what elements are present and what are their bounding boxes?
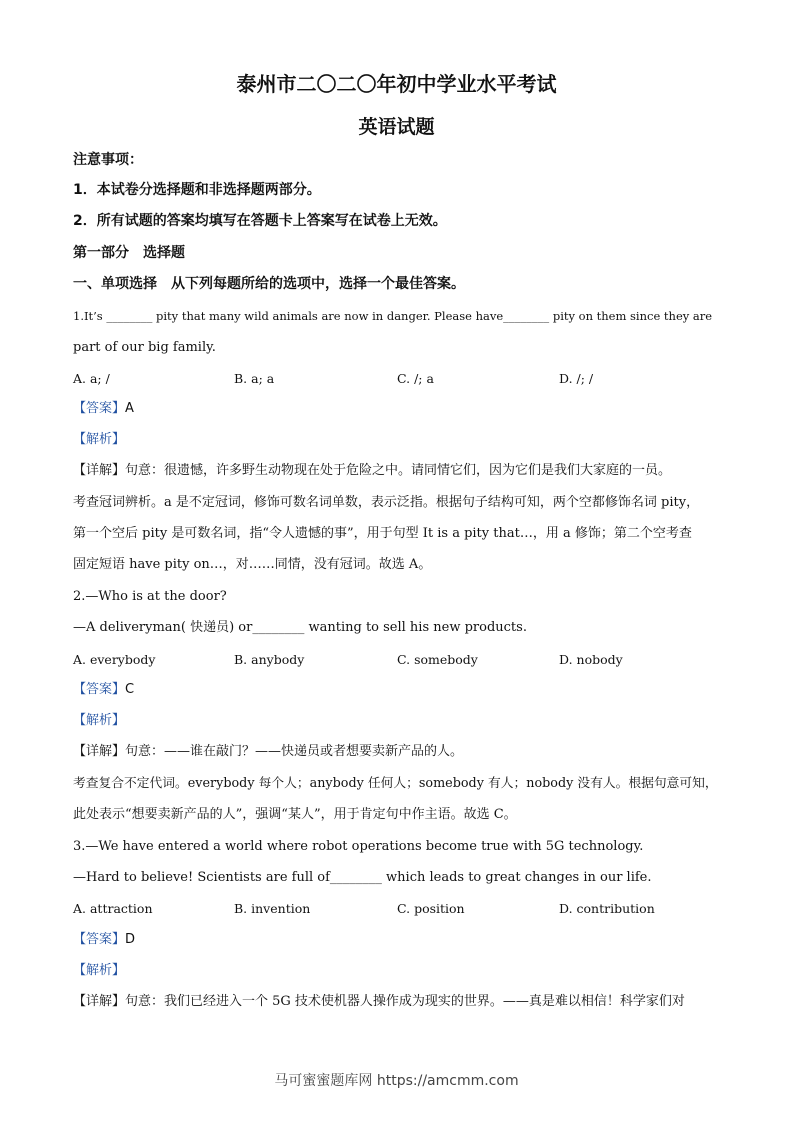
option-a: A. attraction (73, 901, 153, 916)
question-stem: —A deliveryman( 快递员) or________ wanting to sell his new products. (73, 620, 527, 635)
answer-line (73, 400, 723, 418)
question-stem: 3.—We have entered a world where robot operations become true with 5G technology. (73, 839, 644, 854)
option-b: B. a; a (234, 371, 275, 386)
answer-label: 【答案】 (73, 401, 126, 416)
analysis-label: 【解析】 (73, 432, 126, 447)
option-a: A. a; / (73, 371, 110, 386)
analysis-label: 【解析】 (73, 963, 126, 978)
notice-item: 1．本试卷分选择题和非选择题两部分。 (73, 182, 321, 198)
page-subtitle: 英语试题 (358, 116, 435, 138)
answer-line (73, 681, 723, 699)
question-stem: part of our big family. (73, 340, 216, 355)
page-title: 泰州市二〇二〇年初中学业水平考试 (236, 72, 557, 96)
answer-line (73, 931, 723, 949)
answer-label: 【答案】 (73, 682, 126, 697)
option-c: C. position (397, 901, 465, 916)
question-stem: 2.—Who is at the door? (73, 589, 227, 604)
detail-line: 【详解】句意：很遗憾，许多野生动物现在处于危险之中。请同情它们，因为它们是我们大家庭的一员。 (73, 463, 672, 478)
section-heading: 一、单项选择 从下列每题所给的选项中，选择一个最佳答案。 (73, 276, 465, 292)
detail-line: 【详解】句意：我们已经进入一个 5G 技术使机器人操作成为现实的世界。——真是难以相信！科学家们对 (73, 994, 685, 1009)
detail-line: 【详解】句意：——谁在敲门？——快递员或者想要卖新产品的人。 (73, 744, 464, 759)
notice-heading: 注意事项： (73, 152, 143, 168)
question-stem: 1.It’s ________ pity that many wild animals are now in danger. Please have________ pity on them since they are (73, 309, 713, 323)
option-d: D. /; / (559, 371, 594, 386)
answer-value: A (125, 401, 134, 416)
detail-line: 考查冠词辨析。a 是不定冠词，修饰可数名词单数，表示泛指。根据句子结构可知，两个空都修饰名词 pity， (73, 495, 700, 510)
detail-line: 考查复合不定代词。everybody 每个人；anybody 任何人；somebody 有人；nobody 没有人。根据句意可知， (73, 776, 718, 791)
detail-line: 第一个空后 pity 是可数名词，指“令人遗憾的事”，用于句型 It is a pity that…，用 a 修饰；第二个空考查 (73, 526, 692, 541)
answer-value: C (125, 682, 135, 697)
answer-value: D (125, 932, 136, 947)
question-stem: —Hard to believe! Scientists are full of________ which leads to great changes in our life. (73, 870, 652, 885)
option-b: B. invention (234, 901, 311, 916)
option-c: C. somebody (397, 652, 478, 667)
site-footer: 马可蜜蜜题库网 https://amcmm.com (274, 1073, 519, 1089)
option-d: D. contribution (559, 901, 655, 916)
option-c: C. /; a (397, 371, 434, 386)
answer-label: 【答案】 (73, 932, 126, 947)
part-heading: 第一部分 选择题 (73, 245, 185, 261)
option-a: A. everybody (73, 652, 156, 667)
notice-item: 2．所有试题的答案均填写在答题卡上答案写在试卷上无效。 (73, 213, 447, 229)
detail-line: 固定短语 have pity on…，对……同情，没有冠词。故选 A。 (73, 557, 432, 572)
analysis-label: 【解析】 (73, 713, 126, 728)
detail-line: 此处表示“想要卖新产品的人”，强调“某人”，用于肯定句中作主语。故选 C。 (73, 807, 517, 822)
option-b: B. anybody (234, 652, 305, 667)
option-d: D. nobody (559, 652, 623, 667)
